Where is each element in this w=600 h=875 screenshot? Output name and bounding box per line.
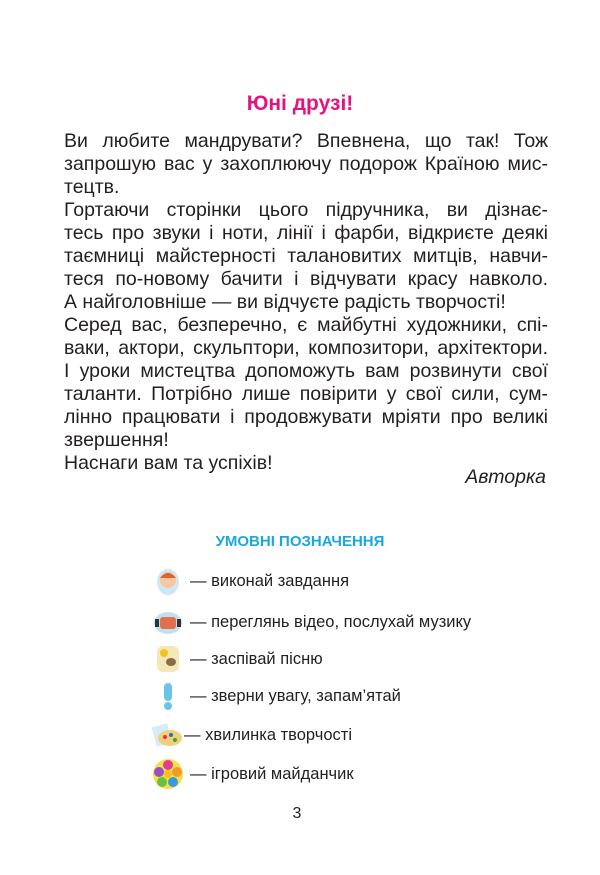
text-line: А найголовніше — ви відчуєте радість творчості! (64, 291, 506, 313)
page-number: 3 (292, 805, 302, 822)
text-line: тецтв. (64, 176, 120, 198)
text-line: лінно працювати і продовжувати мріяти про великі (64, 406, 548, 428)
text-line: звершення! (64, 429, 169, 451)
text-line: Серед вас, безперечно, є майбутні художники, спі- (64, 314, 548, 336)
text-line: Ви любите мандрувати? Впевнена, що так! Тож (64, 130, 548, 152)
bird-sun-icon (152, 643, 184, 675)
legend-item: — зверни увагу, запам’ятай (152, 679, 401, 713)
legend-title: УМОВНІ ПОЗНАЧЕННЯ (215, 533, 385, 550)
text-line: таємниці майстерності талановитих митців, навчи- (64, 245, 548, 267)
text-line: таланти. Потрібно лише повірити у свої сили, сум- (64, 383, 548, 405)
legend-item: — хвилинка творчості (152, 718, 352, 752)
author-signature: Авторка (465, 466, 546, 488)
flower-icon (152, 758, 184, 790)
boy-face-icon (152, 565, 184, 597)
text-line: Гортаючи сторінки цього підручника, ви дізнає- (64, 199, 548, 221)
text-line: тесь про звуки і ноти, лінії і фарби, відкриєте деякі (64, 222, 548, 244)
palette-icon (152, 719, 184, 751)
text-line: Наснаги вам та успіхів! (64, 452, 273, 474)
legend-item: — заспівай пісню (152, 642, 323, 676)
text-line: ваки, актори, скульптори, композитори, архітектори. (64, 337, 548, 359)
text-line: І уроки мистецтва допоможуть вам розвинути свої (64, 360, 548, 382)
legend-item: — переглянь відео, послухай музику (152, 605, 471, 639)
exclamation-icon (152, 680, 184, 712)
legend-item: — виконай завдання (152, 564, 349, 598)
headphones-icon (152, 606, 184, 638)
text-line: теся по-новому бачити і відчувати красу навколо. (64, 268, 548, 290)
text-line: запрошую вас у захоплюючу подорож Країною мис- (64, 153, 548, 175)
legend-item: — ігровий майданчик (152, 757, 354, 791)
page-heading: Юні друзі! (246, 92, 354, 115)
